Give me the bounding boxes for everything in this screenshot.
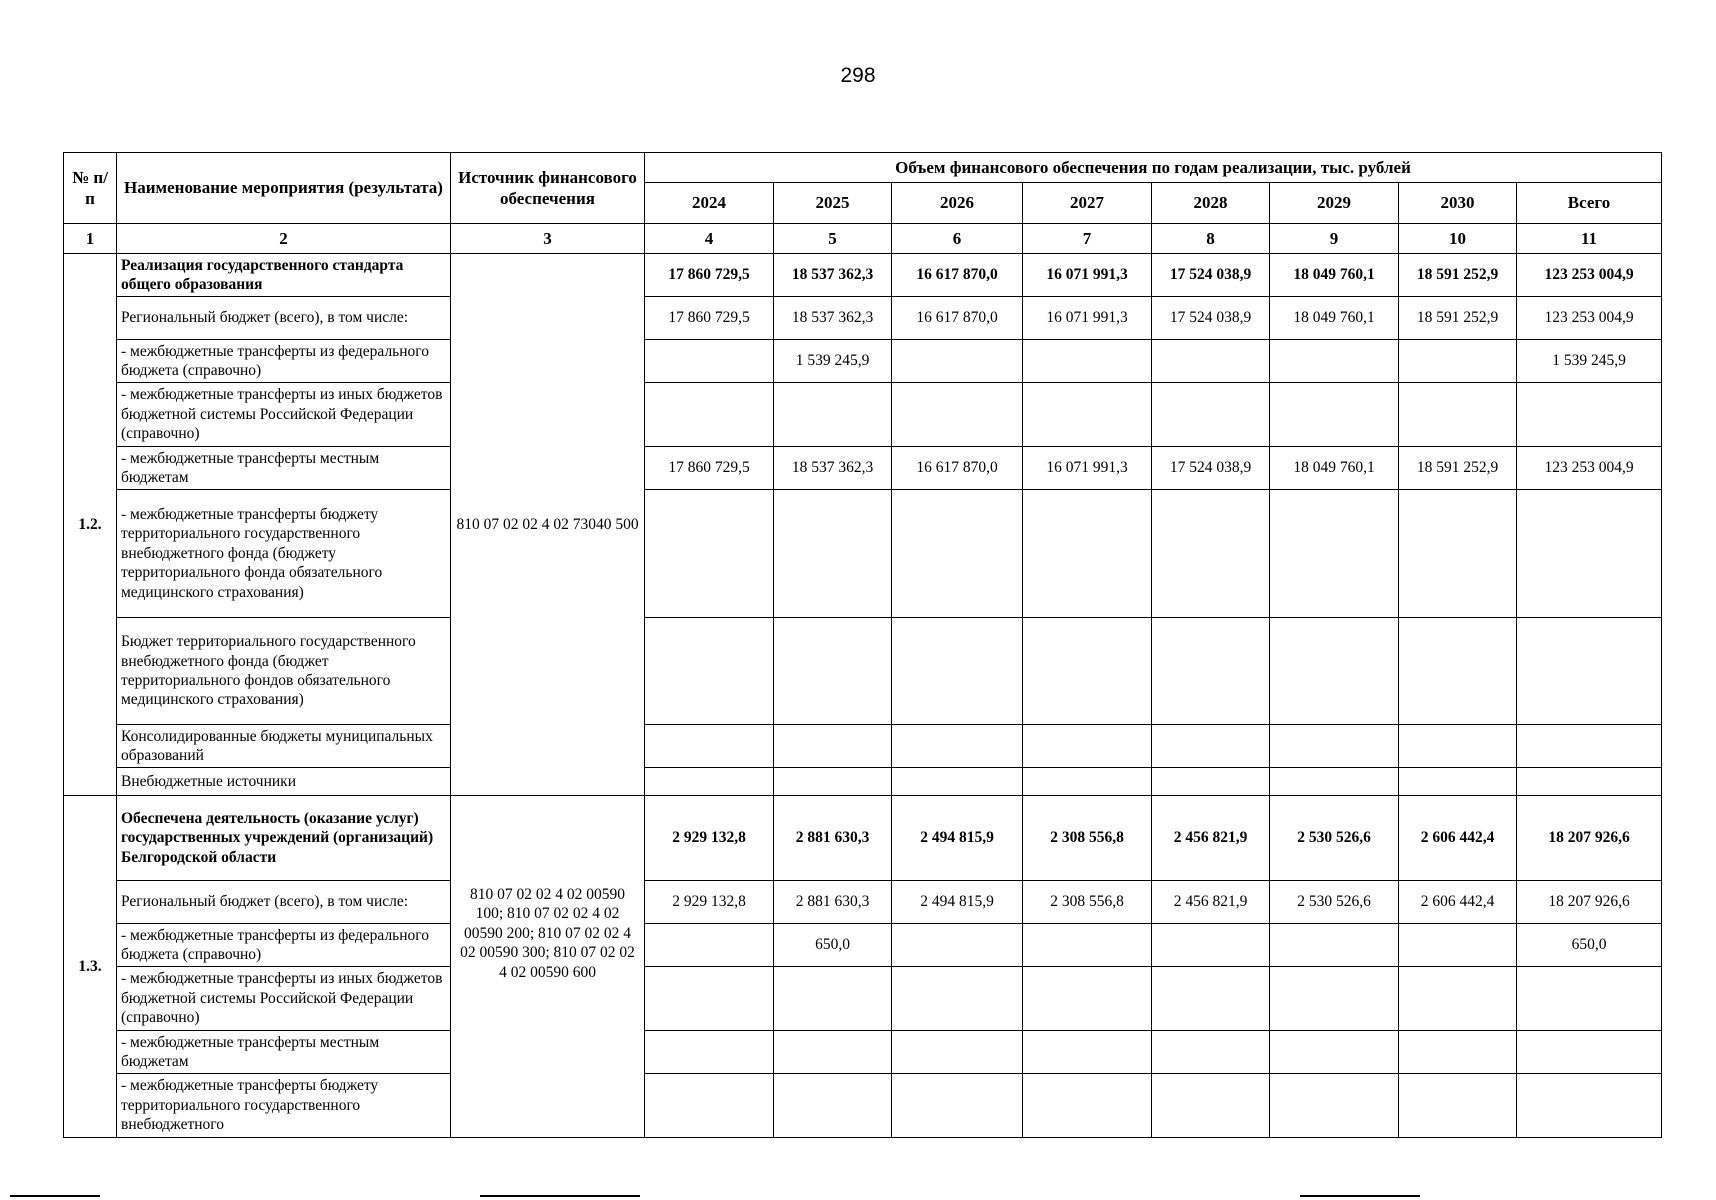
- value-cell: 650,0: [774, 924, 892, 967]
- value-cell: [1152, 967, 1270, 1031]
- value-cell: [1399, 1031, 1517, 1074]
- table-row: [64, 383, 1662, 447]
- header-name: Наименование мероприятия (результата): [117, 153, 451, 224]
- table-row: [64, 340, 1662, 383]
- value-cell: [774, 490, 892, 618]
- value-cell: 17 524 038,9: [1152, 254, 1270, 297]
- bottom-rule-right: [1300, 1195, 1420, 1197]
- bottom-rule-left: [10, 1195, 100, 1197]
- value-cell: [1152, 383, 1270, 447]
- value-cell: [1152, 1031, 1270, 1074]
- bottom-rule-center: [480, 1195, 640, 1197]
- row-name: Региональный бюджет (всего), в том числе:: [117, 297, 451, 340]
- value-cell: [1270, 383, 1399, 447]
- row-name: Обеспечена деятельность (оказание услуг) государственных учреждений (организаций) Белгородской области: [117, 796, 451, 881]
- table-row: [64, 490, 1662, 618]
- value-cell: 16 071 991,3: [1023, 447, 1152, 490]
- value-cell: 123 253 004,9: [1517, 297, 1662, 340]
- funding-source-code: [451, 796, 645, 1138]
- value-cell: 18 591 252,9: [1399, 254, 1517, 297]
- value-cell: [1152, 1074, 1270, 1138]
- value-cell: [1517, 725, 1662, 768]
- value-cell: 2 456 821,9: [1152, 796, 1270, 881]
- value-cell: [645, 725, 774, 768]
- value-cell: [1270, 924, 1399, 967]
- value-cell: [892, 924, 1023, 967]
- value-cell: [774, 725, 892, 768]
- value-cell: [645, 340, 774, 383]
- value-cell: [1399, 490, 1517, 618]
- value-cell: [1399, 340, 1517, 383]
- value-cell: [1270, 1031, 1399, 1074]
- value-cell: [1270, 618, 1399, 725]
- value-cell: [774, 1031, 892, 1074]
- value-cell: [1152, 924, 1270, 967]
- value-cell: 2 530 526,6: [1270, 881, 1399, 924]
- value-cell: [645, 1074, 774, 1138]
- row-name: - межбюджетные трансферты из федерального бюджета (справочно): [117, 924, 451, 967]
- column-number: 8: [1152, 224, 1270, 254]
- table-row: [64, 297, 1662, 340]
- value-cell: 17 860 729,5: [645, 297, 774, 340]
- value-cell: [892, 725, 1023, 768]
- header-year: 2024: [645, 183, 774, 224]
- table-row: [64, 796, 1662, 881]
- value-cell: [1517, 1074, 1662, 1138]
- header-no: № п/п: [64, 153, 117, 224]
- header-year: 2026: [892, 183, 1023, 224]
- value-cell: [1270, 1074, 1399, 1138]
- value-cell: [645, 967, 774, 1031]
- value-cell: 2 494 815,9: [892, 796, 1023, 881]
- header-source: Источник финансового обеспечения: [451, 153, 645, 224]
- value-cell: 2 456 821,9: [1152, 881, 1270, 924]
- table-row: [64, 447, 1662, 490]
- funding-source-code: 810 07 02 02 4 02 73040 500: [451, 254, 645, 796]
- value-cell: 2 606 442,4: [1399, 796, 1517, 881]
- funding-source-code-text: 810 07 02 02 4 02 00590 100; 810 07 02 02 4 02 00590 200; 810 07 02 02 4 02 00590 300; 810 07 02 02 4 02 00590 600: [460, 886, 635, 981]
- row-name: Региональный бюджет (всего), в том числе:: [117, 881, 451, 924]
- value-cell: 16 071 991,3: [1023, 297, 1152, 340]
- value-cell: [1399, 618, 1517, 725]
- value-cell: [892, 1074, 1023, 1138]
- value-cell: 18 049 760,1: [1270, 447, 1399, 490]
- column-number: 3: [451, 224, 645, 254]
- row-name: Консолидированные бюджеты муниципальных образований: [117, 725, 451, 768]
- value-cell: [1152, 340, 1270, 383]
- header-year: 2029: [1270, 183, 1399, 224]
- table-row: [64, 1074, 1662, 1138]
- table-row: [64, 881, 1662, 924]
- value-cell: 18 537 362,3: [774, 447, 892, 490]
- value-cell: [1399, 383, 1517, 447]
- row-name: Бюджет территориального государственного внебюджетного фонда (бюджет территориального фондов обязательного медицинского страхования): [117, 618, 451, 725]
- value-cell: 2 494 815,9: [892, 881, 1023, 924]
- value-cell: 2 530 526,6: [1270, 796, 1399, 881]
- value-cell: [1023, 383, 1152, 447]
- value-cell: [1517, 383, 1662, 447]
- value-cell: 18 537 362,3: [774, 297, 892, 340]
- value-cell: [1517, 618, 1662, 725]
- value-cell: [1023, 340, 1152, 383]
- value-cell: [645, 618, 774, 725]
- value-cell: 18 537 362,3: [774, 254, 892, 297]
- row-name: - межбюджетные трансферты из иных бюджетов бюджетной системы Российской Федерации (справочно): [117, 967, 451, 1031]
- page-number: 298: [840, 64, 876, 87]
- table-row: [64, 254, 1662, 297]
- header-total: Всего: [1517, 183, 1662, 224]
- value-cell: [1023, 490, 1152, 618]
- value-cell: [1270, 490, 1399, 618]
- value-cell: [1270, 340, 1399, 383]
- value-cell: 2 606 442,4: [1399, 881, 1517, 924]
- value-cell: [774, 618, 892, 725]
- value-cell: [1023, 967, 1152, 1031]
- value-cell: [1023, 768, 1152, 796]
- value-cell: 16 617 870,0: [892, 447, 1023, 490]
- table-row: [64, 768, 1662, 796]
- value-cell: 123 253 004,9: [1517, 447, 1662, 490]
- value-cell: 18 207 926,6: [1517, 796, 1662, 881]
- value-cell: [1399, 967, 1517, 1031]
- row-name: - межбюджетные трансферты местным бюджетам: [117, 1031, 451, 1074]
- value-cell: 17 524 038,9: [1152, 297, 1270, 340]
- value-cell: 2 929 132,8: [645, 796, 774, 881]
- financing-table: [63, 152, 1662, 1138]
- row-name: Внебюджетные источники: [117, 768, 451, 796]
- value-cell: 2 881 630,3: [774, 796, 892, 881]
- value-cell: [1023, 924, 1152, 967]
- column-number: 4: [645, 224, 774, 254]
- column-number: 5: [774, 224, 892, 254]
- value-cell: [774, 768, 892, 796]
- value-cell: 650,0: [1517, 924, 1662, 967]
- value-cell: [1517, 768, 1662, 796]
- column-numbers-row: [64, 224, 1662, 254]
- table-row: [64, 924, 1662, 967]
- value-cell: 18 207 926,6: [1517, 881, 1662, 924]
- header-volume: Объем финансового обеспечения по годам реализации, тыс. рублей: [645, 153, 1662, 183]
- column-number: 6: [892, 224, 1023, 254]
- table-row: [64, 1031, 1662, 1074]
- table-row: [64, 725, 1662, 768]
- value-cell: [774, 967, 892, 1031]
- column-number: 9: [1270, 224, 1399, 254]
- value-cell: [1152, 768, 1270, 796]
- value-cell: 17 524 038,9: [1152, 447, 1270, 490]
- value-cell: [1517, 1031, 1662, 1074]
- table-row: [64, 967, 1662, 1031]
- value-cell: 1 539 245,9: [774, 340, 892, 383]
- row-name: - межбюджетные трансферты местным бюджетам: [117, 447, 451, 490]
- value-cell: [1270, 967, 1399, 1031]
- value-cell: [1399, 924, 1517, 967]
- value-cell: [892, 1031, 1023, 1074]
- value-cell: 2 929 132,8: [645, 881, 774, 924]
- row-name: - межбюджетные трансферты из федерального бюджета (справочно): [117, 340, 451, 383]
- header-year: 2025: [774, 183, 892, 224]
- column-number: 11: [1517, 224, 1662, 254]
- value-cell: 18 049 760,1: [1270, 254, 1399, 297]
- value-cell: 18 591 252,9: [1399, 447, 1517, 490]
- value-cell: 2 881 630,3: [774, 881, 892, 924]
- section-number: 1.2.: [64, 254, 117, 796]
- value-cell: [1152, 490, 1270, 618]
- value-cell: [1399, 725, 1517, 768]
- value-cell: [1023, 1074, 1152, 1138]
- value-cell: [645, 924, 774, 967]
- value-cell: [1023, 618, 1152, 725]
- value-cell: [892, 383, 1023, 447]
- value-cell: 123 253 004,9: [1517, 254, 1662, 297]
- value-cell: [774, 383, 892, 447]
- value-cell: [645, 768, 774, 796]
- value-cell: 17 860 729,5: [645, 254, 774, 297]
- value-cell: 16 617 870,0: [892, 297, 1023, 340]
- value-cell: 2 308 556,8: [1023, 881, 1152, 924]
- value-cell: [892, 490, 1023, 618]
- value-cell: [892, 967, 1023, 1031]
- value-cell: 2 308 556,8: [1023, 796, 1152, 881]
- column-number: 7: [1023, 224, 1152, 254]
- value-cell: 17 860 729,5: [645, 447, 774, 490]
- value-cell: 18 049 760,1: [1270, 297, 1399, 340]
- column-number: 10: [1399, 224, 1517, 254]
- header-year: 2027: [1023, 183, 1152, 224]
- value-cell: [1517, 490, 1662, 618]
- value-cell: [1270, 768, 1399, 796]
- section-number: 1.3.: [64, 796, 117, 1138]
- value-cell: [1399, 1074, 1517, 1138]
- value-cell: 16 617 870,0: [892, 254, 1023, 297]
- row-name: - межбюджетные трансферты бюджету территориального государственного внебюджетного фонда (бюджету территориального фонда обязательного медицинского страхования): [117, 490, 451, 618]
- row-name: Реализация государственного стандарта общего образования: [117, 254, 451, 297]
- value-cell: [892, 768, 1023, 796]
- row-name: - межбюджетные трансферты бюджету территориального государственного внебюджетного: [117, 1074, 451, 1138]
- column-number: 1: [64, 224, 117, 254]
- value-cell: 18 591 252,9: [1399, 297, 1517, 340]
- value-cell: [1399, 768, 1517, 796]
- value-cell: [645, 1031, 774, 1074]
- value-cell: 1 539 245,9: [1517, 340, 1662, 383]
- value-cell: [645, 383, 774, 447]
- value-cell: [1023, 725, 1152, 768]
- header-year: 2028: [1152, 183, 1270, 224]
- column-number: 2: [117, 224, 451, 254]
- value-cell: [774, 1074, 892, 1138]
- value-cell: [892, 618, 1023, 725]
- value-cell: [1517, 967, 1662, 1031]
- row-name: - межбюджетные трансферты из иных бюджетов бюджетной системы Российской Федерации (справочно): [117, 383, 451, 447]
- value-cell: [1023, 1031, 1152, 1074]
- value-cell: [892, 340, 1023, 383]
- value-cell: [1152, 618, 1270, 725]
- value-cell: [645, 490, 774, 618]
- header-year: 2030: [1399, 183, 1517, 224]
- value-cell: [1152, 725, 1270, 768]
- table-row: [64, 618, 1662, 725]
- value-cell: [1270, 725, 1399, 768]
- value-cell: 16 071 991,3: [1023, 254, 1152, 297]
